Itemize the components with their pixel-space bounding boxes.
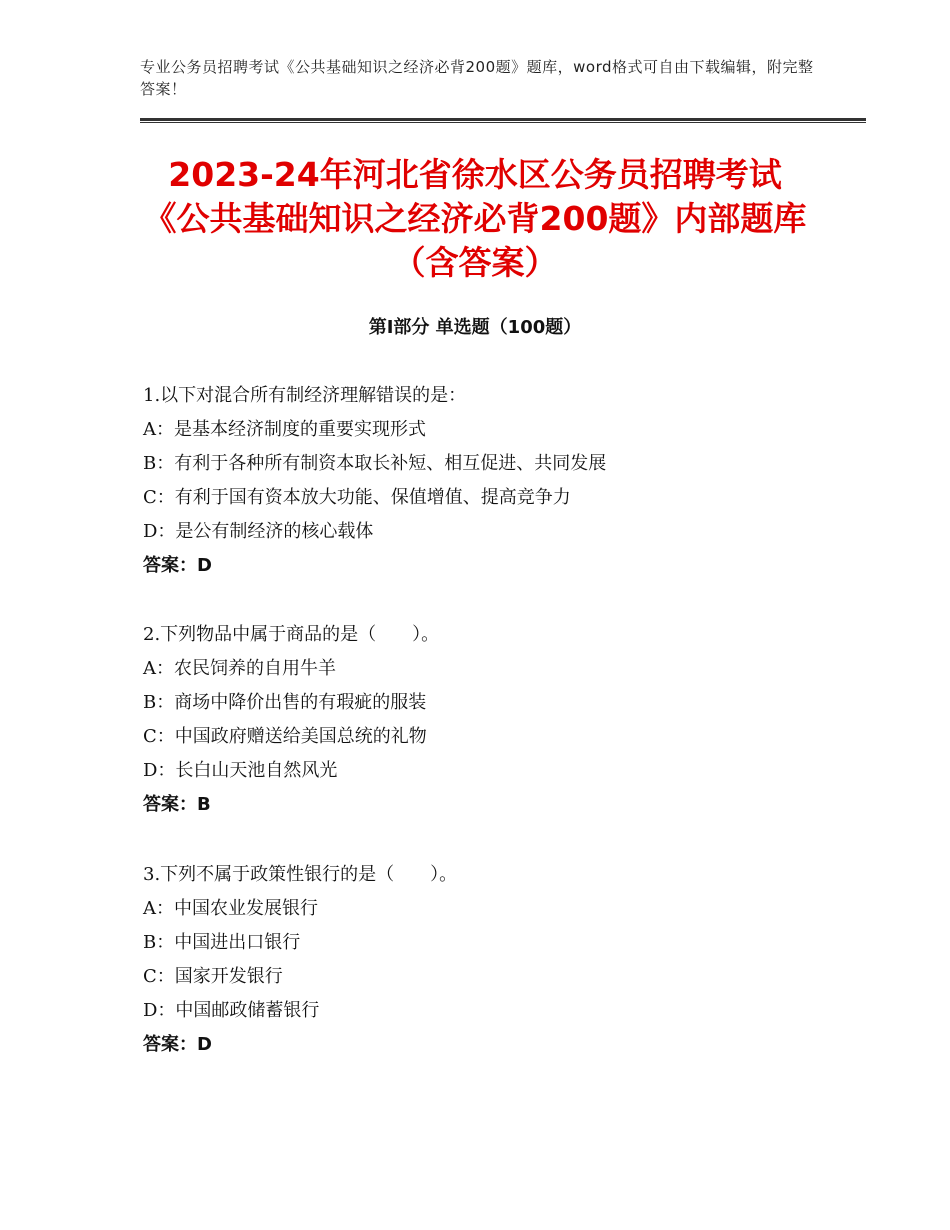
header-divider bbox=[140, 118, 866, 123]
question-1 bbox=[143, 379, 843, 583]
option-d: D：长白山天池自然风光 bbox=[143, 760, 338, 781]
answer: 答案：B bbox=[143, 794, 211, 815]
question-stem: 2.下列物品中属于商品的是（ ）。 bbox=[143, 624, 440, 645]
option-c: C：中国政府赠送给美国总统的礼物 bbox=[143, 726, 427, 747]
option-a: A：中国农业发展银行 bbox=[143, 898, 318, 919]
option-a: A：农民饲养的自用牛羊 bbox=[143, 658, 336, 679]
question-stem: 3.下列不属于政策性银行的是（ ）。 bbox=[143, 864, 458, 885]
section-title: 第I部分 单选题（100题） bbox=[368, 317, 582, 338]
option-b: B：中国进出口银行 bbox=[143, 932, 301, 953]
option-b: B：商场中降价出售的有瑕疵的服装 bbox=[143, 692, 427, 713]
option-c: C：有利于国有资本放大功能、保值增值、提高竞争力 bbox=[143, 487, 571, 508]
answer: 答案：D bbox=[143, 555, 212, 576]
option-c: C：国家开发银行 bbox=[143, 966, 283, 987]
header-note: 专业公务员招聘考试《公共基础知识之经济必背200题》题库，word格式可自由下载编辑，附完整答案！ bbox=[140, 58, 814, 98]
question-2 bbox=[143, 618, 843, 822]
question-3 bbox=[143, 858, 843, 1062]
option-d: D：中国邮政储蓄银行 bbox=[143, 1000, 320, 1021]
option-d: D：是公有制经济的核心载体 bbox=[143, 521, 374, 542]
answer: 答案：D bbox=[143, 1034, 212, 1055]
question-stem: 1.以下对混合所有制经济理解错误的是： bbox=[143, 385, 467, 406]
option-a: A：是基本经济制度的重要实现形式 bbox=[143, 419, 426, 440]
option-b: B：有利于各种所有制资本取长补短、相互促进、共同发展 bbox=[143, 453, 607, 474]
document-title: 2023-24年河北省徐水区公务员招聘考试《公共基础知识之经济必背200题》内部题库（含答案） bbox=[143, 155, 807, 282]
